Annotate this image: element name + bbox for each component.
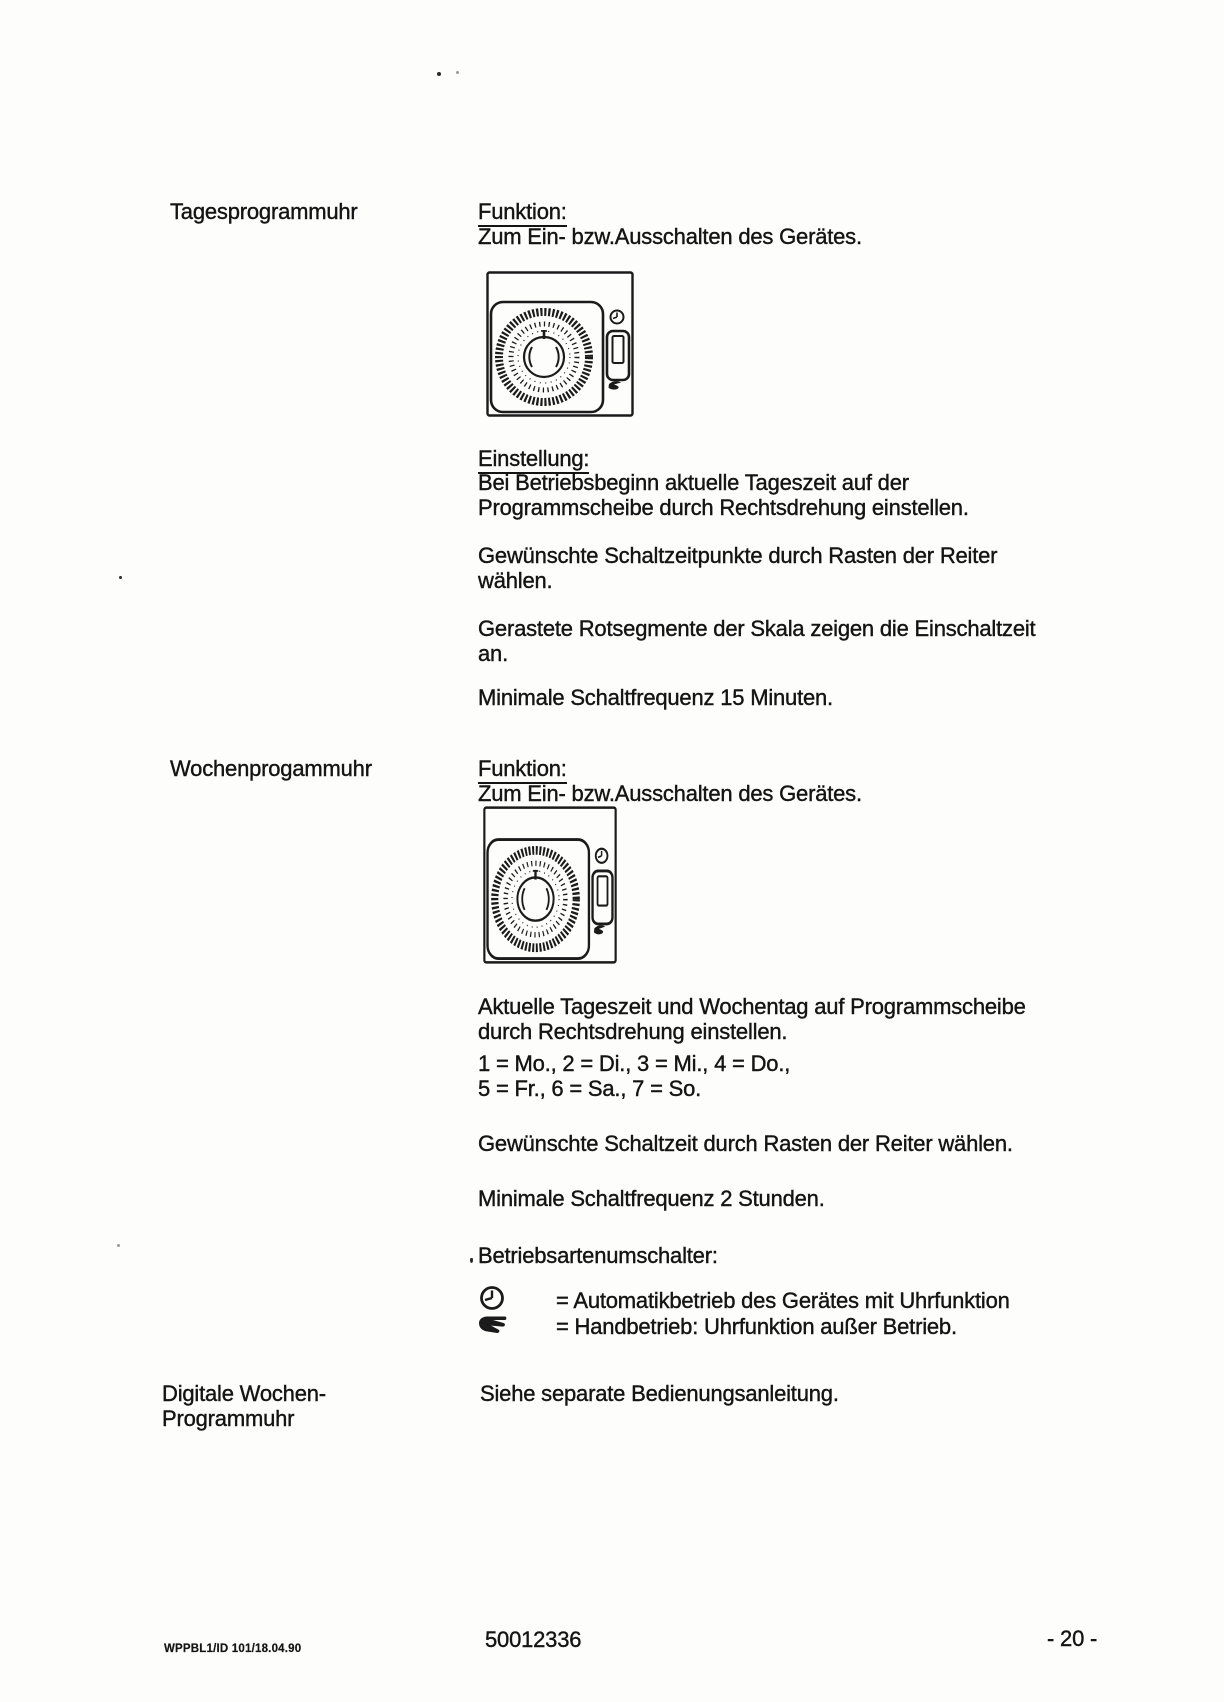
- analog-timer-drawing: [483, 806, 617, 964]
- einstellung-line1: Bei Betriebsbeginn aktuelle Tageszeit auf der: [478, 470, 909, 495]
- scan-speck: [437, 72, 441, 76]
- einstellung-heading-text: Einstellung:: [478, 446, 589, 474]
- betriebsartenumschalter-heading: Betriebsartenumschalter:: [478, 1243, 718, 1268]
- schaltzeit-waehlen: Gewünschte Schaltzeit durch Rasten der Reiter wählen.: [478, 1131, 1013, 1156]
- section-label-digitale-wochen-line1: Digitale Wochen-: [162, 1381, 326, 1406]
- einstellung-line2: Programmscheibe durch Rechtsdrehung einstellen.: [478, 495, 969, 520]
- mode-switch: [593, 871, 613, 924]
- schaltzeitpunkte-line2: wählen.: [478, 568, 553, 593]
- weekday-legend-line1: 1 = Mo., 2 = Di., 3 = Mi., 4 = Do.,: [478, 1051, 791, 1076]
- clock-icon: [611, 311, 624, 324]
- analog-timer-drawing: [486, 271, 634, 417]
- footer-doc-id: WPPBL1/ID 101/18.04.90: [164, 1643, 302, 1655]
- scan-speck: [117, 1244, 120, 1247]
- mode-switch: [607, 331, 629, 380]
- weekly-timer-illustration: [483, 806, 617, 964]
- funktion-text-2: Zum Ein- bzw.Ausschalten des Gerätes.: [478, 781, 862, 806]
- daily-timer-illustration: [486, 271, 634, 417]
- handbetrieb-text: = Handbetrieb: Uhrfunktion außer Betrieb.: [556, 1314, 957, 1339]
- clock-icon: [596, 849, 608, 863]
- scan-speck: [470, 1258, 473, 1263]
- hand-icon: [476, 1311, 510, 1342]
- rotsegmente-line1: Gerastete Rotsegmente der Skala zeigen die Einschaltzeit: [478, 616, 1036, 641]
- scan-speck: [456, 71, 459, 74]
- section-label-wochenprogammuhr: Wochenprogammuhr: [170, 756, 372, 781]
- funktion-heading-2: [478, 756, 567, 784]
- scan-speck: [119, 576, 122, 579]
- funktion-heading-2-text: Funktion:: [478, 756, 567, 784]
- aktuelle-line1: Aktuelle Tageszeit und Wochentag auf Programmscheibe: [478, 994, 1026, 1019]
- rotsegmente-line2: an.: [478, 641, 508, 666]
- funktion-text-1: Zum Ein- bzw.Ausschalten des Gerätes.: [478, 224, 862, 249]
- frequenz-2std: Minimale Schaltfrequenz 2 Stunden.: [478, 1186, 825, 1211]
- schaltzeitpunkte-line1: Gewünschte Schaltzeitpunkte durch Rasten der Reiter: [478, 543, 998, 568]
- hand-icon: [594, 925, 605, 934]
- siehe-bedienungsanleitung-text: Siehe separate Bedienungsanleitung.: [480, 1381, 839, 1406]
- hand-icon: [609, 381, 622, 389]
- funktion-heading-1: [478, 199, 567, 227]
- funktion-heading-1-text: Funktion:: [478, 199, 567, 227]
- footer-document-number: 50012336: [485, 1627, 582, 1652]
- section-label-tagesprogrammuhr: Tagesprogrammuhr: [170, 199, 358, 224]
- automatikbetrieb-text: = Automatikbetrieb des Gerätes mit Uhrfunktion: [556, 1288, 1010, 1313]
- footer-page-number: - 20 -: [1047, 1626, 1098, 1651]
- weekday-legend-line2: 5 = Fr., 6 = Sa., 7 = So.: [478, 1076, 702, 1101]
- section-label-digitale-wochen-line2: Programmuhr: [162, 1406, 295, 1431]
- aktuelle-line2: durch Rechtsdrehung einstellen.: [478, 1019, 788, 1044]
- frequenz-15min: Minimale Schaltfrequenz 15 Minuten.: [478, 685, 833, 710]
